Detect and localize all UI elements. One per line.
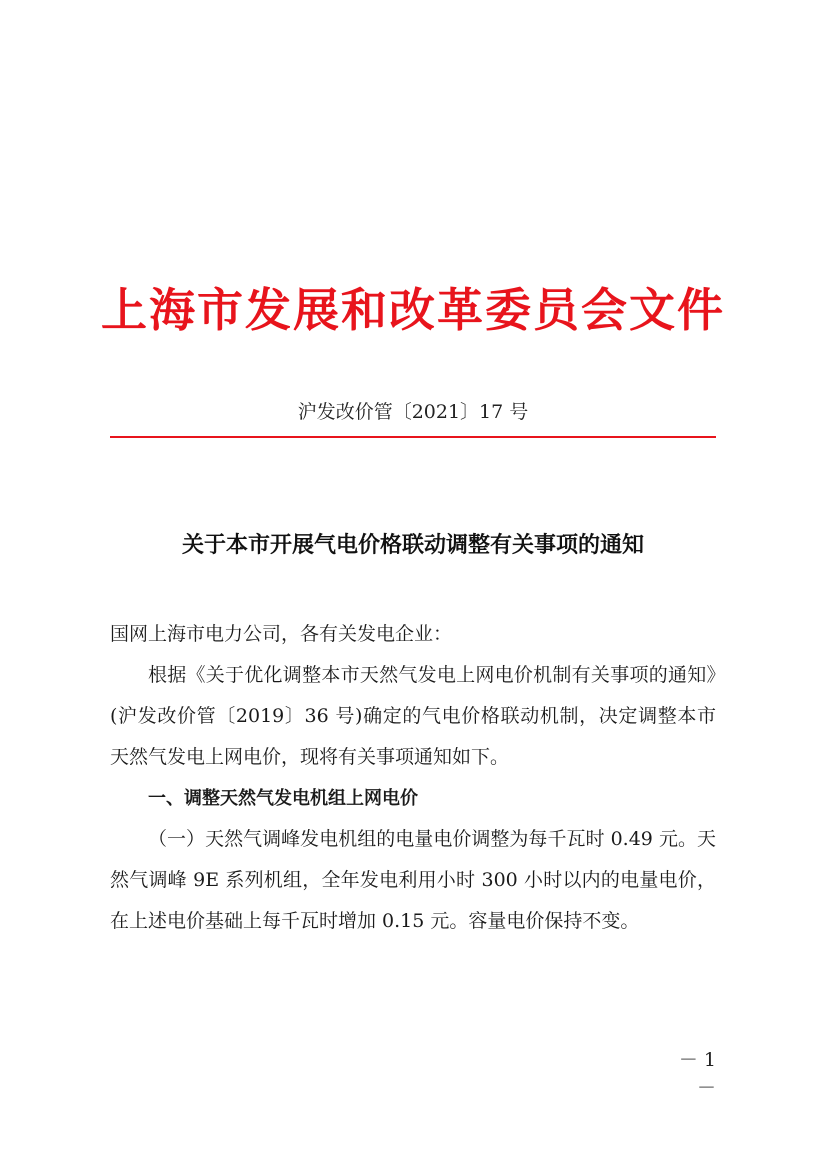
red-separator-line (110, 436, 716, 438)
org-header-title: 上海市发展和改革委员会文件 (101, 283, 725, 337)
notice-title: 关于本市开展气电价格联动调整有关事项的通知 (181, 533, 644, 558)
document-number: 沪发改价管〔2021〕17 号 (297, 401, 529, 423)
section-heading: 一、调整天然气发电机组上网电价 (148, 788, 418, 809)
page-number: － 1 － (678, 1049, 716, 1099)
document-body (110, 614, 716, 942)
body-paragraph: 根据《关于优化调整本市天然气发电上网电价机制有关事项的通知》(沪发改价管〔2019〕36 号)确定的气电价格联动机制，决定调整本市天然气发电上网电价，现将有关事项通知如下。 (110, 664, 716, 768)
body-paragraph: （一）天然气调峰发电机组的电量电价调整为每千瓦时 0.49 元。天然气调峰 9E 系列机组，全年发电利用小时 300 小时以内的电量电价，在上述电价基础上每千瓦时增加 0.15 元。容量电价保持不变。 (110, 828, 716, 932)
addressee-line: 国网上海市电力公司，各有关发电企业： (110, 623, 453, 645)
